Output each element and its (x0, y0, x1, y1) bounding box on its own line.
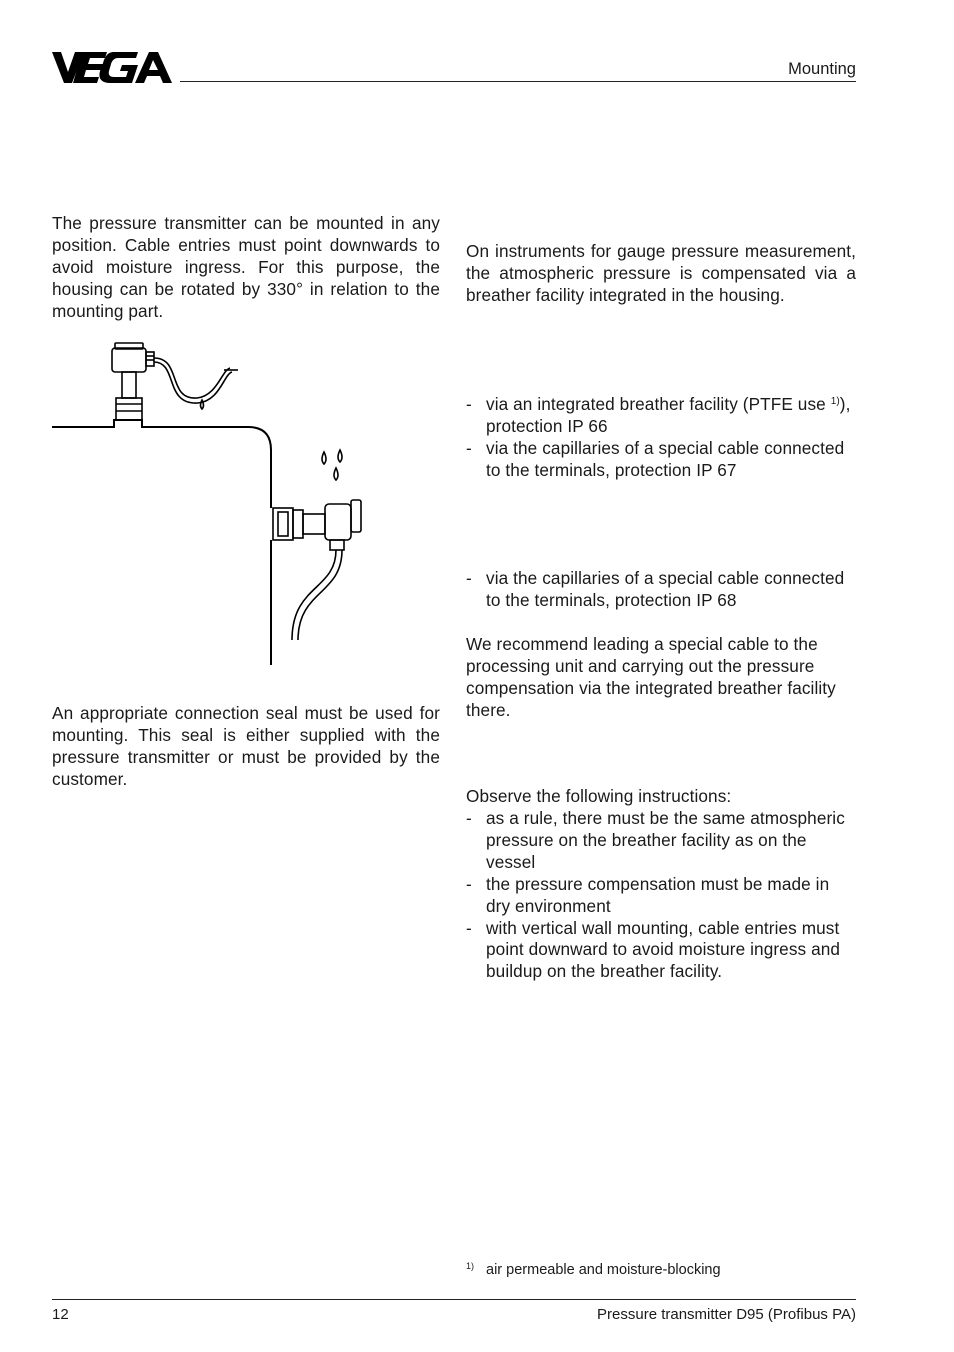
list-item: - with vertical wall mounting, cable entries must point downward to avoid moisture ingress and buildup on the breather facility. (466, 917, 841, 982)
document-title: Pressure transmitter D95 (Profibus PA) (597, 1306, 856, 1323)
connection-seal-paragraph: An appropriate connection seal must be used for mounting. This seal is either supplied with the pressure transmitter or must be provided by the customer. (52, 703, 440, 789)
breather-list-ip68 (466, 568, 856, 612)
list-item: - via the capillaries of a special cable connected to the terminals, protection IP 68 (466, 568, 845, 610)
mounting-illustration (52, 340, 382, 670)
list-item: - the pressure compensation must be made in dry environment (466, 873, 830, 916)
footnote-mark: 1) (466, 1261, 475, 1271)
list-item: - via the capillaries of a special cable connected to the terminals, protection IP 67 (466, 437, 845, 480)
list-item: - as a rule, there must be the same atmospheric pressure on the breather facility as on the vessel (466, 808, 845, 872)
footnote-text: air permeable and moisture-blocking (486, 1262, 721, 1278)
vega-logo (52, 52, 172, 84)
breather-list-ip66-ip67 (466, 394, 856, 482)
footnote (466, 1262, 721, 1278)
footer-rule (52, 1299, 856, 1300)
header-rule (180, 81, 856, 82)
mounting-position-paragraph: The pressure transmitter can be mounted in any position. Cable entries must point downwards to avoid moisture ingress. For this purpose, the housing can be rotated by 330° in relation to the mounting part. (52, 213, 440, 321)
instructions-list (466, 808, 858, 983)
recommendation-paragraph: We recommend leading a special cable to the processing unit and carrying out the pressure compensation via the integrated breather facility there. (466, 634, 836, 720)
section-title: Mounting (788, 60, 856, 78)
instructions-intro: Observe the following instructions: (466, 786, 732, 806)
list-item: - via an integrated breather facility (PTFE use $^{1)}$), protection IP 66 (466, 394, 851, 436)
page-number: 12 (52, 1306, 69, 1323)
pressure-compensation-paragraph: On instruments for gauge pressure measurement, the atmospheric pressure is compensated via a breather facility integrated in the housing. (466, 241, 856, 305)
footnote-ref: 1) (830, 396, 840, 407)
